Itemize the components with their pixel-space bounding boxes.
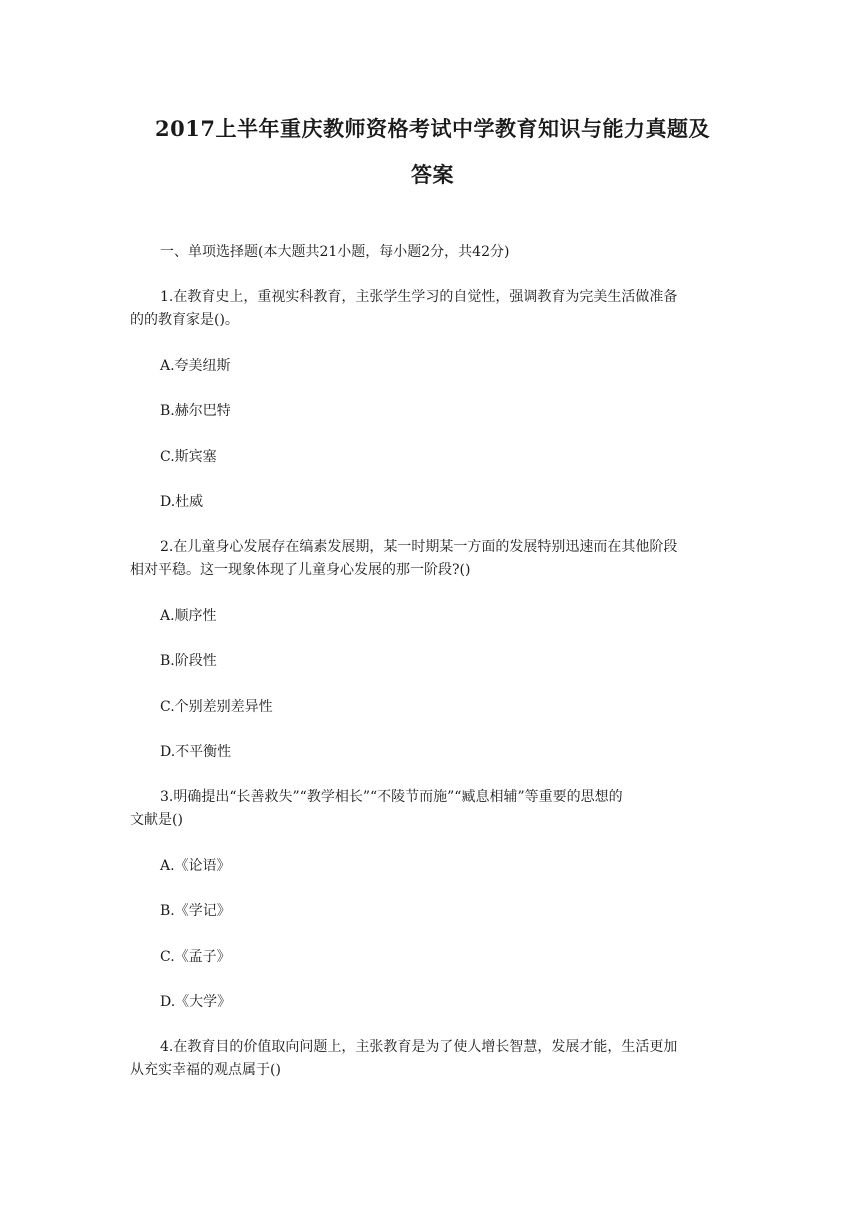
section-heading: 一、单项选择题(本大题共21小题，每小题2分，共42分) bbox=[160, 244, 510, 260]
question-1-option-c: C.斯宾塞 bbox=[160, 449, 217, 465]
question-3-stem-line-2: 文献是() bbox=[130, 812, 183, 828]
document-title-line-2: 答案 bbox=[411, 162, 454, 187]
question-3-option-b: B.《学记》 bbox=[160, 903, 231, 919]
question-4-stem-line-1: 4.在教育目的价值取向问题上，主张教育是为了使人增长智慧，发展才能，生活更加 bbox=[160, 1039, 678, 1055]
question-3-stem-line-1: 3.明确提出“长善救失”“教学相长”“不陵节而施”“臧息相辅”等重要的思想的 bbox=[160, 789, 623, 805]
question-2-stem-line-1: 2.在儿童身心发展存在缟素发展期，某一时期某一方面的发展特别迅速而在其他阶段 bbox=[160, 539, 678, 555]
question-1-stem-line-1: 1.在教育史上，重视实科教育，主张学生学习的自觉性，强调教育为完美生活做准备 bbox=[160, 289, 678, 305]
question-2-option-a: A.顺序性 bbox=[160, 608, 217, 624]
question-1-option-d: D.杜威 bbox=[160, 494, 204, 510]
question-2-option-b: B.阶段性 bbox=[160, 653, 217, 669]
question-2-option-d: D.不平衡性 bbox=[160, 744, 232, 760]
question-1-option-b: B.赫尔巴特 bbox=[160, 403, 231, 419]
question-3-option-d: D.《大学》 bbox=[160, 994, 232, 1010]
document-title-line-1: 2017上半年重庆教师资格考试中学教育知识与能力真题及 bbox=[155, 116, 710, 141]
question-3-option-c: C.《孟子》 bbox=[160, 949, 231, 965]
question-3-option-a: A.《论语》 bbox=[160, 858, 231, 874]
question-2-option-c: C.个别差别差异性 bbox=[160, 699, 273, 715]
question-1-option-a: A.夸美纽斯 bbox=[160, 358, 231, 374]
question-2-stem-line-2: 相对平稳。这一现象体现了儿童身心发展的那一阶段?() bbox=[130, 562, 471, 578]
question-4-stem-line-2: 从充实幸福的观点属于() bbox=[130, 1062, 281, 1078]
question-1-stem-line-2: 的的教育家是()。 bbox=[130, 312, 239, 328]
